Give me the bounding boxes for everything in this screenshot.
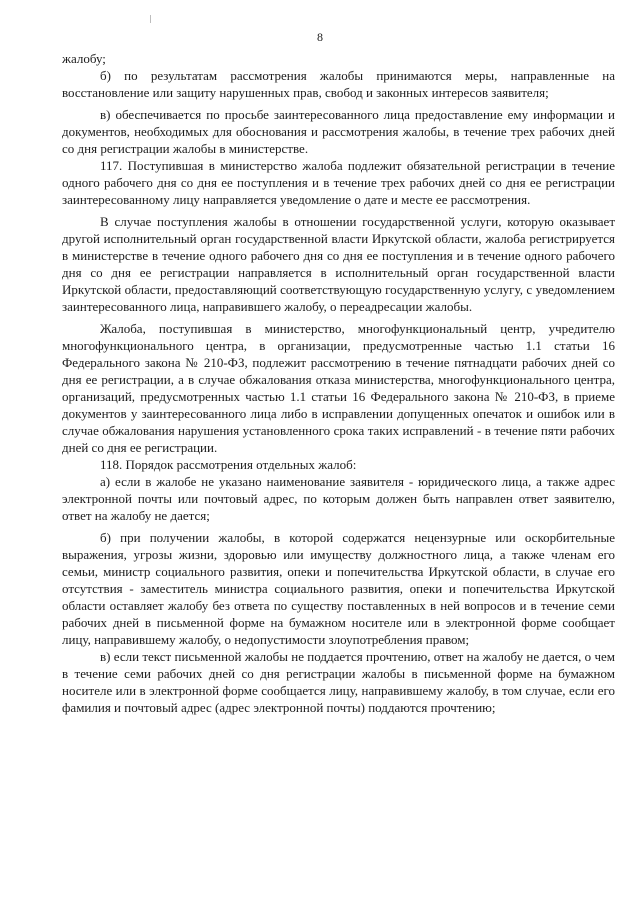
paragraph-item-v: в) обеспечивается по просьбе заинтересованного лица предоставление ему информации и документов, необходимых для обоснования и рассмотрения жалобы, в течение трех рабочих дней со дня регистрации жалобы в министерстве.: [62, 107, 615, 156]
document-body: [62, 50, 615, 716]
paragraph-review-terms: Жалоба, поступившая в министерство, многофункциональный центр, учредителю многофункционального центра, в организации, предусмотренные частью 1.1 статьи 16 Федерального закона № 210-ФЗ, подлежит рассмотрению в течение пятнадцати рабочих дней со дня ее регистрации, а в случае обжалования отказа министерства, многофункционального центра, организаций, предусмотренных частью 1.1 статьи 16 Федерального закона № 210-ФЗ, в приеме документов у заинтересованного лица либо в исправлении допущенных опечаток и ошибок или в случае обжалования нарушения установленного срока таких исправлений - в течение пяти рабочих дней со дня ее регистрации.: [62, 321, 615, 455]
paragraph-118-a: а) если в жалобе не указано наименование заявителя - юридического лица, а также адрес электронной почты или почтовый адрес, по которым должен быть направлен ответ заявителю, ответ на жалобу не дается;: [62, 474, 615, 523]
paragraph-item-b: б) по результатам рассмотрения жалобы принимаются меры, направленные на восстановление или защиту нарушенных прав, свобод и законных интересов заявителя;: [62, 68, 615, 100]
page-number: 8: [317, 30, 323, 44]
scan-artifact: [150, 15, 151, 23]
paragraph-118-heading: 118. Порядок рассмотрения отдельных жалоб:: [100, 457, 357, 472]
paragraph-redirect: В случае поступления жалобы в отношении государственной услуги, которую оказывает другой исполнительный орган государственной власти Иркутской области, жалоба регистрируется в министерстве в течение одного рабочего дня со дня ее поступления и в течение одного рабочего дня со дня ее регистрации направляется в исполнительный орган государственной власти Иркутской области, предоставляющий соответствующую государственную услугу, с уведомлением заинтересованного лица, направившего жалобу, о переадресации жалобы.: [62, 214, 615, 314]
paragraph-118-b: б) при получении жалобы, в которой содержатся нецензурные или оскорбительные выражения, угрозы жизни, здоровью или имуществу должностного лица, а также членам его семьи, министр социального развития, опеки и попечительства Иркутской области, в случае его отсутствия - заместитель министра социального развития, опеки и попечительства Иркутской области оставляет жалобу без ответа по существу поставленных в ней вопросов и в течение семи рабочих дней в письменной форме на бумажном носителе или в электронной форме сообщает лицу, направившему жалобу, о недопустимости злоупотребления правом;: [62, 530, 615, 647]
paragraph-117: 117. Поступившая в министерство жалоба подлежит обязательной регистрации в течение одного рабочего дня со дня ее поступления и в течение трех рабочих дней со дня ее регистрации заинтересованному лицу направляется уведомление о дате и месте ее рассмотрения.: [62, 158, 615, 207]
paragraph-118-v: в) если текст письменной жалобы не поддается прочтению, ответ на жалобу не дается, о чем в течение семи рабочих дней со дня регистрации жалобы в письменной форме на бумажном носителе или в электронной форме сообщается лицу, направившему жалобу, в том случае, если его фамилия и почтовый адрес (адрес электронной почты) поддаются прочтению;: [62, 649, 615, 715]
paragraph-continuation: жалобу;: [62, 51, 106, 66]
